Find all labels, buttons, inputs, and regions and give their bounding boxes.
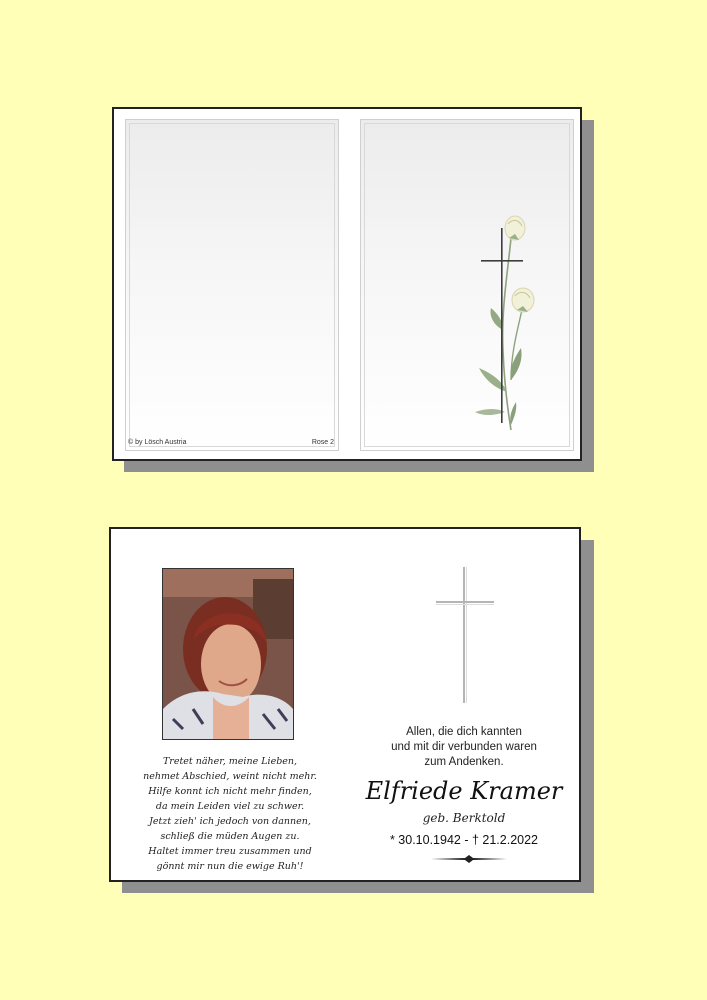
poem-line: Tretet näher, meine Lieben, xyxy=(162,756,298,767)
portrait-photo xyxy=(162,568,294,740)
cross-icon xyxy=(431,567,501,707)
portrait-image xyxy=(163,569,293,739)
top-card xyxy=(112,107,582,461)
ornament-divider xyxy=(429,855,509,863)
design-code-text: Rose 2 xyxy=(311,439,334,446)
deceased-name: Elfriede Kramer xyxy=(365,777,563,805)
bottom-card xyxy=(109,527,581,882)
maiden-name: geb. Berktold xyxy=(422,811,506,825)
poem-line: Haltet immer treu zusammen und xyxy=(148,846,312,857)
poem-line: Jetzt zieh' ich jedoch von dannen, xyxy=(149,816,311,827)
poem-line: schließ die müden Augen zu. xyxy=(160,831,300,842)
right-panel xyxy=(360,119,574,451)
intro-line: Allen, die dich kannten xyxy=(406,726,522,738)
poem-line: Hilfe konnt ich nicht mehr finden, xyxy=(148,786,312,797)
poem-line: da mein Leiden viel zu schwer. xyxy=(155,801,305,812)
rose-cross-illustration xyxy=(361,120,575,452)
poem-line: nehmet Abschied, weint nicht mehr. xyxy=(143,771,317,782)
copyright-text: © by Lösch Austria xyxy=(128,439,187,446)
poem xyxy=(135,754,325,874)
memorial-intro xyxy=(359,725,569,770)
poem-line: gönnt mir nun die ewige Ruh'! xyxy=(156,861,304,872)
intro-line: und mit dir verbunden waren xyxy=(391,741,537,753)
intro-line: zum Andenken. xyxy=(424,756,504,768)
left-panel xyxy=(125,119,339,451)
life-dates: * 30.10.1942 - † 21.2.2022 xyxy=(389,833,539,847)
